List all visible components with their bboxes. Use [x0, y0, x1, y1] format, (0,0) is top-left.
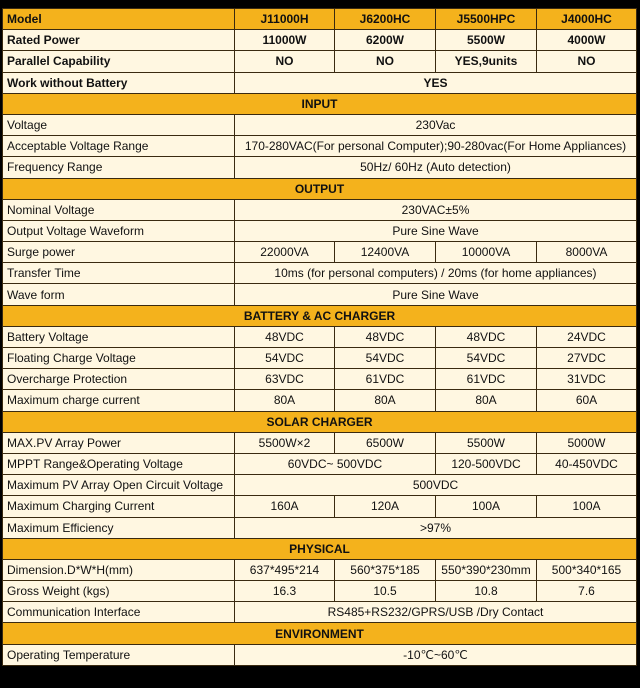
floating-value: 54VDC [436, 348, 537, 369]
spec-table [2, 8, 637, 666]
rated-power-value: 6200W [335, 30, 436, 51]
max-current-value: 80A [335, 390, 436, 411]
weight-value: 16.3 [235, 581, 335, 602]
overcharge-value: 61VDC [335, 369, 436, 390]
overcharge-value: 31VDC [537, 369, 637, 390]
pv-power-value: 6500W [335, 432, 436, 453]
section-physical [3, 538, 637, 559]
comm-label: Communication Interface [3, 602, 235, 623]
section-output [3, 178, 637, 199]
no-battery-label: Work without Battery [3, 72, 235, 93]
overcharge-value: 63VDC [235, 369, 335, 390]
weight-value: 7.6 [537, 581, 637, 602]
row-max-current [3, 390, 637, 411]
transfer-value: 10ms (for personal computers) / 20ms (for home appliances) [235, 263, 637, 284]
battery-voltage-value: 48VDC [235, 326, 335, 347]
row-model [3, 9, 637, 30]
row-parallel [3, 51, 637, 72]
section-charger [3, 305, 637, 326]
row-floating [3, 348, 637, 369]
pv-power-value: 5000W [537, 432, 637, 453]
row-battery-voltage [3, 326, 637, 347]
row-surge [3, 242, 637, 263]
row-waveform [3, 220, 637, 241]
max-current-value: 80A [235, 390, 335, 411]
battery-voltage-value: 48VDC [335, 326, 436, 347]
surge-value: 12400VA [335, 242, 436, 263]
rated-power-value: 4000W [537, 30, 637, 51]
frequency-value: 50Hz/ 60Hz (Auto detection) [235, 157, 637, 178]
section-title-charger: BATTERY & AC CHARGER [3, 305, 637, 326]
model-j5500hpc: J5500HPC [436, 9, 537, 30]
row-open-circuit [3, 475, 637, 496]
row-comm [3, 602, 637, 623]
rated-power-label: Rated Power [3, 30, 235, 51]
waveform-value: Pure Sine Wave [235, 220, 637, 241]
section-input [3, 93, 637, 114]
weight-value: 10.5 [335, 581, 436, 602]
nominal-label: Nominal Voltage [3, 199, 235, 220]
floating-value: 27VDC [537, 348, 637, 369]
charging-current-value: 160A [235, 496, 335, 517]
voltage-label: Voltage [3, 114, 235, 135]
surge-label: Surge power [3, 242, 235, 263]
section-title-output: OUTPUT [3, 178, 637, 199]
model-j6200hc: J6200HC [335, 9, 436, 30]
dimension-value: 550*390*230mm [436, 559, 537, 580]
wave-form-value: Pure Sine Wave [235, 284, 637, 305]
rated-power-value: 11000W [235, 30, 335, 51]
voltage-value: 230Vac [235, 114, 637, 135]
row-transfer [3, 263, 637, 284]
wave-form-label: Wave form [3, 284, 235, 305]
dimension-label: Dimension.D*W*H(mm) [3, 559, 235, 580]
mppt-value-a: 60VDC~ 500VDC [235, 453, 436, 474]
weight-label: Gross Weight (kgs) [3, 581, 235, 602]
section-title-physical: PHYSICAL [3, 538, 637, 559]
surge-value: 22000VA [235, 242, 335, 263]
efficiency-label: Maximum Efficiency [3, 517, 235, 538]
row-mppt [3, 453, 637, 474]
pv-power-label: MAX.PV Array Power [3, 432, 235, 453]
row-nominal [3, 199, 637, 220]
parallel-value: NO [335, 51, 436, 72]
floating-value: 54VDC [335, 348, 436, 369]
charging-current-value: 100A [537, 496, 637, 517]
section-title-input: INPUT [3, 93, 637, 114]
waveform-label: Output Voltage Waveform [3, 220, 235, 241]
row-frequency [3, 157, 637, 178]
mppt-label: MPPT Range&Operating Voltage [3, 453, 235, 474]
nominal-value: 230VAC±5% [235, 199, 637, 220]
row-voltage [3, 114, 637, 135]
max-current-value: 80A [436, 390, 537, 411]
row-weight [3, 581, 637, 602]
parallel-label: Parallel Capability [3, 51, 235, 72]
charging-current-value: 100A [436, 496, 537, 517]
section-title-solar: SOLAR CHARGER [3, 411, 637, 432]
max-current-value: 60A [537, 390, 637, 411]
rated-power-value: 5500W [436, 30, 537, 51]
row-temperature [3, 644, 637, 665]
pv-power-value: 5500W [436, 432, 537, 453]
parallel-value: YES,9units [436, 51, 537, 72]
battery-voltage-value: 48VDC [436, 326, 537, 347]
battery-voltage-label: Battery Voltage [3, 326, 235, 347]
section-environment [3, 623, 637, 644]
mppt-value-c: 40-450VDC [537, 453, 637, 474]
row-no-battery [3, 72, 637, 93]
parallel-value: NO [235, 51, 335, 72]
comm-value: RS485+RS232/GPRS/USB /Dry Contact [235, 602, 637, 623]
mppt-value-b: 120-500VDC [436, 453, 537, 474]
model-label: Model [3, 9, 235, 30]
overcharge-label: Overcharge Protection [3, 369, 235, 390]
row-rated-power [3, 30, 637, 51]
row-pv-power [3, 432, 637, 453]
surge-value: 8000VA [537, 242, 637, 263]
pv-power-value: 5500W×2 [235, 432, 335, 453]
overcharge-value: 61VDC [436, 369, 537, 390]
no-battery-value: YES [235, 72, 637, 93]
acceptable-range-value: 170-280VAC(For personal Computer);90-280vac(For Home Appliances) [235, 136, 637, 157]
section-solar [3, 411, 637, 432]
section-title-environment: ENVIRONMENT [3, 623, 637, 644]
charging-current-label: Maximum Charging Current [3, 496, 235, 517]
bottom-border [0, 682, 640, 688]
frequency-label: Frequency Range [3, 157, 235, 178]
model-j4000hc: J4000HC [537, 9, 637, 30]
row-acceptable-range [3, 136, 637, 157]
row-dimension [3, 559, 637, 580]
row-charging-current [3, 496, 637, 517]
open-circuit-value: 500VDC [235, 475, 637, 496]
surge-value: 10000VA [436, 242, 537, 263]
efficiency-value: >97% [235, 517, 637, 538]
battery-voltage-value: 24VDC [537, 326, 637, 347]
dimension-value: 500*340*165 [537, 559, 637, 580]
model-j11000h: J11000H [235, 9, 335, 30]
parallel-value: NO [537, 51, 637, 72]
row-overcharge [3, 369, 637, 390]
open-circuit-label: Maximum PV Array Open Circuit Voltage [3, 475, 235, 496]
acceptable-range-label: Acceptable Voltage Range [3, 136, 235, 157]
dimension-value: 560*375*185 [335, 559, 436, 580]
temperature-value: -10℃~60℃ [235, 644, 637, 665]
row-wave-form [3, 284, 637, 305]
max-current-label: Maximum charge current [3, 390, 235, 411]
charging-current-value: 120A [335, 496, 436, 517]
temperature-label: Operating Temperature [3, 644, 235, 665]
weight-value: 10.8 [436, 581, 537, 602]
dimension-value: 637*495*214 [235, 559, 335, 580]
row-efficiency [3, 517, 637, 538]
transfer-label: Transfer Time [3, 263, 235, 284]
floating-label: Floating Charge Voltage [3, 348, 235, 369]
floating-value: 54VDC [235, 348, 335, 369]
